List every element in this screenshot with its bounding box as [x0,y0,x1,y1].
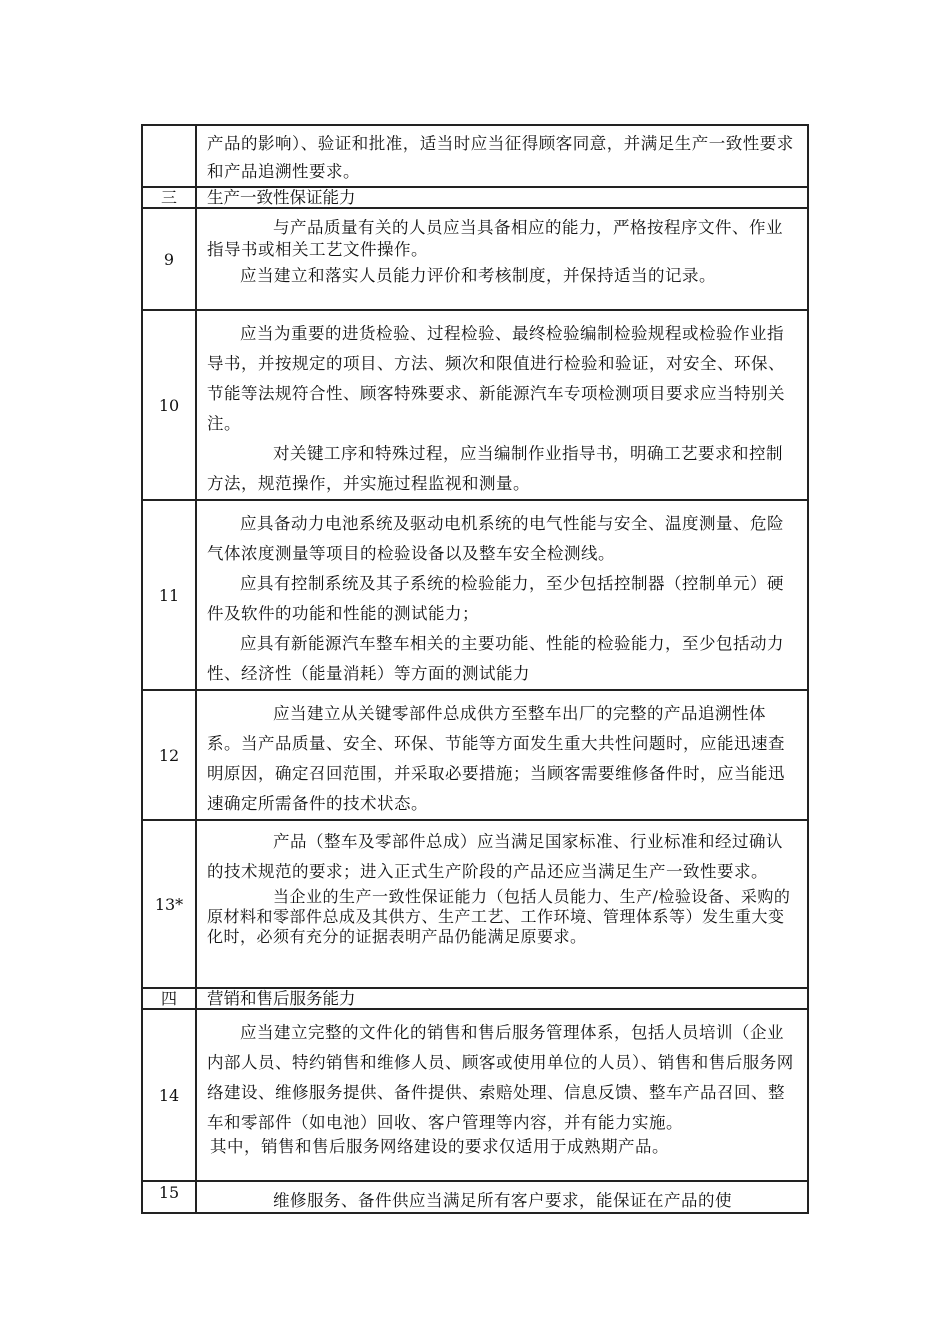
row-content [196,500,808,690]
row-number: 14 [142,1009,196,1181]
paragraph: 应当建立和落实人员能力评价和考核制度，并保持适当的记录。 [240,266,716,285]
row-number: 11 [142,500,196,690]
row-content [196,690,808,820]
table-row [142,208,808,310]
paragraph: 应具有新能源汽车整车相关的主要功能、性能的检验能力，至少包括动力性、经济性（能量消耗）等方面的测试能力 [207,634,784,683]
table-row [142,310,808,500]
row-content [196,125,808,187]
row-content [196,1181,808,1213]
paragraph: 产品的影响）、验证和批准，适当时应当征得顾客同意，并满足生产一致性要求和产品追溯性要求。 [207,134,794,181]
paragraph: 当企业的生产一致性保证能力（包括人员能力、生产/检验设备、采购的原材料和零部件总成及其供方、生产工艺、工作环境、管理体系等）发生重大变化时，必须有充分的证据表明产品仍能满足原要求。 [207,887,791,946]
row-content [196,208,808,310]
paragraph: 产品（整车及零部件总成）应当满足国家标准、行业标准和经过确认的技术规范的要求；进入正式生产阶段的产品还应当满足生产一致性要求。 [207,832,783,881]
paragraph: 应当建立从关键零部件总成供方至整车出厂的完整的产品追溯性体系。当产品质量、安全、环保、节能等方面发生重大共性问题时，应能迅速查明原因，确定召回范围，并采取必要措施；当顾客需要维修备件时，应当能迅速确定所需备件的技术状态。 [207,704,785,813]
paragraph: 维修服务、备件供应当满足所有客户要求，能保证在产品的使 [273,1191,732,1210]
row-number [142,125,196,187]
paragraph: 应当建立完整的文件化的销售和售后服务管理体系，包括人员培训（企业内部人员、特约销售和维修人员、顾客或使用单位的人员）、销售和售后服务网络建设、维修服务提供、备件提供、索赔处理、信息反馈、整车产品召回、整车和零部件（如电池）回收、客户管理等内容，并有能力实施。 [207,1023,794,1132]
row-number: 15 [142,1181,196,1213]
row-content [196,820,808,988]
section-title: 生产一致性保证能力 [196,187,808,208]
row-number: 13* [142,820,196,988]
table-row [142,1181,808,1213]
table-row [142,820,808,988]
section-number: 四 [142,988,196,1009]
paragraph: 应具有控制系统及其子系统的检验能力，至少包括控制器（控制单元）硬件及软件的功能和性能的测试能力； [207,574,784,623]
table-row [142,125,808,187]
paragraph: 对关键工序和特殊过程，应当编制作业指导书，明确工艺要求和控制方法，规范操作，并实施过程监视和测量。 [207,444,783,493]
section-heading-row [142,988,808,1009]
row-number: 12 [142,690,196,820]
row-number: 10 [142,310,196,500]
section-title: 营销和售后服务能力 [196,988,808,1009]
table-row [142,690,808,820]
table-row [142,500,808,690]
row-number: 9 [142,208,196,310]
section-heading-row [142,187,808,208]
paragraph: 其中，销售和售后服务网络建设的要求仅适用于成熟期产品。 [210,1137,669,1156]
table-row [142,1009,808,1181]
paragraph: 应当为重要的进货检验、过程检验、最终检验编制检验规程或检验作业指导书，并按规定的项目、方法、频次和限值进行检验和验证，对安全、环保、节能等法规符合性、顾客特殊要求、新能源汽车专项检测项目要求应当特别关注。 [207,324,785,433]
row-content [196,1009,808,1181]
row-content [196,310,808,500]
requirements-table [141,124,809,1214]
section-number: 三 [142,187,196,208]
paragraph: 应具备动力电池系统及驱动电机系统的电气性能与安全、温度测量、危险气体浓度测量等项目的检验设备以及整车安全检测线。 [207,514,784,563]
paragraph: 与产品质量有关的人员应当具备相应的能力，严格按程序文件、作业指导书或相关工艺文件操作。 [207,218,783,259]
